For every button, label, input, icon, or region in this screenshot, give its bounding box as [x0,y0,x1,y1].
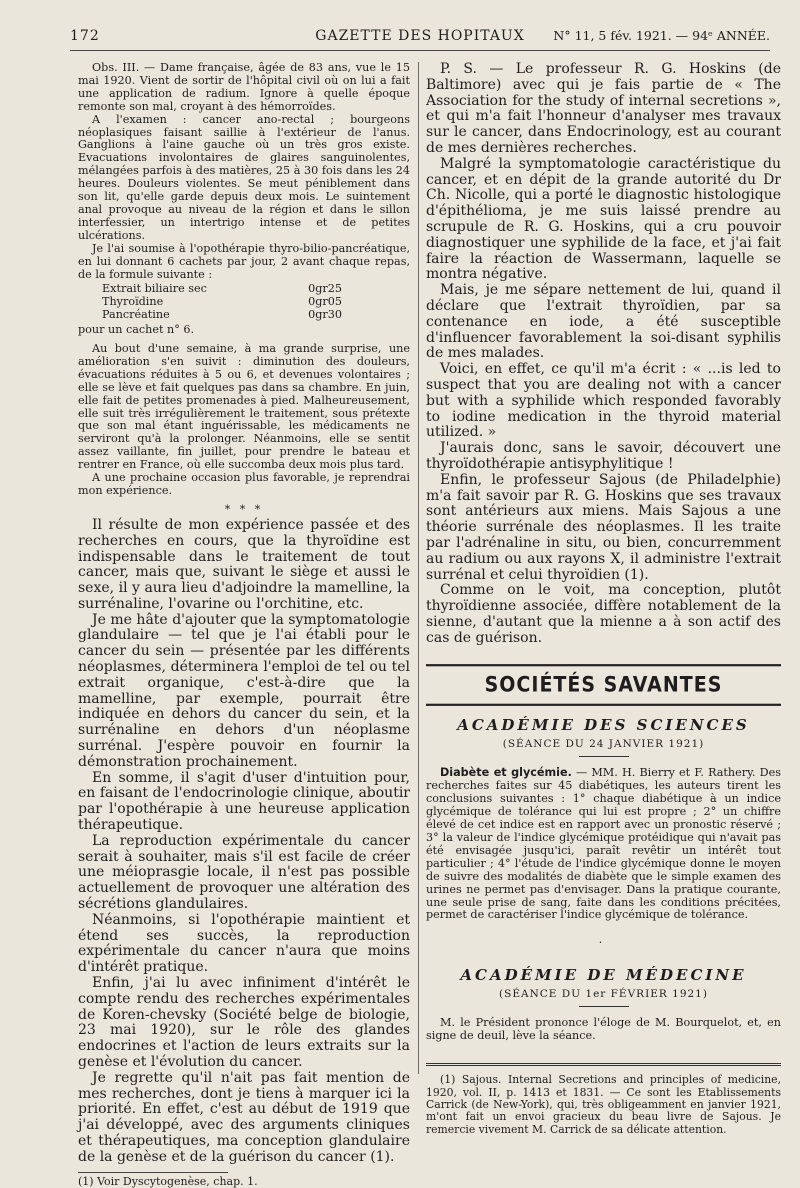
right-column [426,62,781,1136]
academy-title: ACADÉMIE DES SCIENCES [457,716,750,735]
formula-row [102,309,342,322]
footnote: (1) Sajous. Internal Secretions and principles of medicine, 1920, vol. II, p. 1413 et 1831. — Ce sont les Etablissements Carrick (de New-York), qui, très obligeamment en janvier 1921, m'ont fait un envoi gracieux du beau livre de Sajous. Je remercie vivement M. Carrick de sa délicate attention. [426,1073,781,1136]
academy-item [426,767,781,922]
body-paragraph: Il résulte de mon expérience passée et des recherches en cours, que la thyroïdine est indispensable dans le traitement de tout cancer, mais que, suivant le siège et aussi le sexe, il y aura lieu d'adjoindre la mamelline, la surrénaline, l'ovarine ou l'orchitine, etc. [78,516,410,612]
observation-paragraph: Je l'ai soumise à l'opothérapie thyro-bilio-pancréatique, en lui donnant 6 cachets par jour, 2 avant chaque repas, de la formule suivante : [78,241,410,281]
formula-dose: 0gr30 [308,308,342,322]
body-paragraph: Enfin, j'ai lu avec infiniment d'intérêt le compte rendu des recherches expérimentales de Koren-chevsky (Société belge de biologie, 23 mai 1920), sur le rôle des glandes endocrines et l'action de leurs extraits sur la genèse et l'évolution du cancer. [78,975,410,1070]
observation-paragraph: A l'examen : cancer ano-rectal ; bourgeons néoplasiques faisant saillie à l'extérieur de l'anus. Ganglions à l'aine gauche où un très gros existe. Evacuations involontaires de glaires sanguinolentes, mélangées parfois à des matières, 25 à 30 fois dans les 24 heures. Douleurs violentes. Se meut péniblement dans son lit, qu'elle garde depuis deux mois. Le suintement anal provoque au niveau de la région et dans le sillon interfessier, un intertrigo intense et de petites ulcérations. [78,112,410,242]
journal-name: GAZETTE DES HOPITAUX [315,28,525,44]
item-title: Diabète et glycémie. [440,766,572,780]
session-date: (SÉANCE DU 1er FÉVRIER 1921) [499,988,708,1001]
body-paragraph: Enfin, le professeur Sajous (de Philadelphie) m'a fait savoir par R. G. Hoskins que ses travaux sont antérieurs aux miens. Mais Sajous a une théorie surrénale des néoplasmes. Il les traite par l'adrénaline in situ, ou bien, concurremment au radium ou aux rayons X, il administre l'extrait surrénal et celui thyroïdien (1). [426,471,781,583]
body-paragraph: En somme, il s'agit d'user d'intuition pour, en faisant de l'endocrinologie clinique, aboutir par l'opothérapie à une heureuse application thérapeutique. [78,769,410,834]
page-header [70,24,770,51]
footnote: (1) Voir Dyscytogenèse, chap. 1. [78,1174,258,1188]
session-date: (SÉANCE DU 24 JANVIER 1921) [502,738,705,751]
formula-dose: 0gr05 [308,295,342,309]
body-paragraph: Voici, en effet, ce qu'il m'a écrit : « ...is led to suspect that you are dealing not with a cancer but with a syphilide which responded favorably to iodine medication in the thyroid material utilized. » [426,361,781,441]
academy-item: M. le Président prononce l'éloge de M. Bourquelot, et, en signe de deuil, lève la séance. [426,1016,781,1043]
footnote-rule [426,1063,781,1066]
observation-paragraph: Obs. III. — Dame française, âgée de 83 ans, vue le 15 mai 1920. Vient de sortir de l'hôpital civil où on lui a fait une application de radium. Ignore à quelle époque remonte son mal, croyant à des hémorroïdes. [78,61,410,113]
left-column [78,62,410,1188]
formula-ingredient: Pancréatine [102,308,170,322]
section-separator-dots: · [598,936,609,950]
formula-dose: 0gr25 [308,282,342,296]
short-rule [579,1006,629,1007]
footnote-rule [78,1172,228,1173]
section-separator: * * * [224,502,264,516]
body-paragraph: Comme on le voit, ma conception, plutôt thyroïdienne associée, diffère notablement de la sienne, d'autant que la mienne a à son actif des cas de guérison. [426,582,781,646]
page-number: 172 [70,28,100,44]
formula-ingredient: Extrait biliaire sec [102,282,207,296]
body-paragraph: Je me hâte d'ajouter que la symptomatologie glandulaire — tel que je l'ai établi pour le cancer du sein — présentée par les différents néoplasmes, déterminera l'emploi de tel ou tel extrait organique, c'est-à-dire que la mamelline, par exemple, pourrait être indiquée en dehors du cancer du sein, et la surrénaline en dehors d'un néoplasme surrénal. J'espère pouvoir en fournir la démonstration prochainement. [78,611,410,770]
formula-ingredient: Thyroïdine [102,295,164,309]
body-paragraph: Malgré la symptomatologie caractéristique du cancer, et en dépit de la grande autorité du Dr Ch. Nicolle, qui a porté le diagnostic histologique d'épithélioma, je me suis laissé prendre au scrupule de R. G. Hoskins, qui a cru pouvoir diagnostiquer une syphilide de la face, et j'ai fait faire la réaction de Wassermann, laquelle se montra négative. [426,155,781,283]
item-text: — MM. H. Bierry et F. Rathery. Des recherches faites sur 45 diabétiques, les auteurs tirent les conclusions suivantes : 1° chaque diabétique à un indice glycémique de tolérance qui lui est propre ; 2° un chiffre élevé de cet indice est en rapport avec un pronostic réservé ; 3° la valeur de l'indice glycémique protéidique qui n'avait pas été envisagée jusqu'ici, paraît revêtir un intérêt tout particulier ; 4° l'étude de l'indice glycémique donne le moyen de suivre des modalités de diabète que le simple examen des urines ne permet pas d'envisager. Dans la pratique courante, une seule prise de sang, faite dans les conditions précitées, permet de caractériser l'indice glycémique de tolérance. [426,766,781,922]
formula-list [78,283,410,322]
body-paragraph: J'aurais donc, sans le savoir, découvert une thyroïdothérapie antisyphylitique ! [426,440,781,472]
observation-paragraph: A une prochaine occasion plus favorable, je reprendrai mon expérience. [78,471,410,497]
short-rule [579,756,629,757]
body-paragraph: Mais, je me sépare nettement de lui, quand il déclare que l'extrait thyroïdien, par sa contenance en iode, a été susceptible d'influencer favorablement la soi-disant syphilis de mes malades. [426,282,781,362]
body-paragraph: Néanmoins, si l'opothérapie maintient et étend ses succès, la reproduction expérimentale du cancer n'aura que moins d'intérêt pratique. [78,911,410,976]
issue-info: N° 11, 5 fév. 1921. — 94ᵉ ANNÉE. [553,28,770,43]
body-paragraph: La reproduction expérimentale du cancer serait à souhaiter, mais s'il est facile de créer une méioprasgie locale, il n'est pas possible actuellement de provoquer une altération des sécrétions glandulaires. [78,832,410,913]
postscript-paragraph: P. S. — Le professeur R. G. Hoskins (de Baltimore) avec qui je fais partie de « The Association for the study of internal secretions », et qui m'a fait l'honneur d'analyser mes travaux sur le cancer, dans Endocrinology, est au courant de mes dernières recherches. [426,61,781,156]
observation-paragraph: Au bout d'une semaine, à ma grande surprise, une amélioration s'en suivit : diminution des douleurs, évacuations réduites à 5 ou 6, et devenues volontaires ; elle se lève et fait quelques pas dans sa chambre. En juin, elle fait de petites promenades à pied. Malheureusement, elle suit très irrégulièrement le traitement, sous prétexte que son mal étant inguérissable, les médicaments ne serviront qu'à la prolonger. Néanmoins, elle se sentit assez vaillante, fin juillet, pour prendre le bateau et rentrer en France, où elle succomba deux mois plus tard. [78,342,410,472]
academy-title: ACADÉMIE DE MÉDECINE [460,966,747,985]
formula-suffix: pour un cachet n° 6. [78,323,195,337]
section-banner: SOCIÉTÉS SAVANTES [426,665,781,707]
column-divider [418,62,419,1074]
body-paragraph: Je regrette qu'il n'ait pas fait mention de mes recherches, dont je tiens à marquer ici la priorité. En effet, c'est au début de 1919 que j'ai développé, avec des arguments cliniques et thérapeutiques, ma conception glandulaire de la genèse et de la guérison du cancer (1). [78,1069,410,1165]
